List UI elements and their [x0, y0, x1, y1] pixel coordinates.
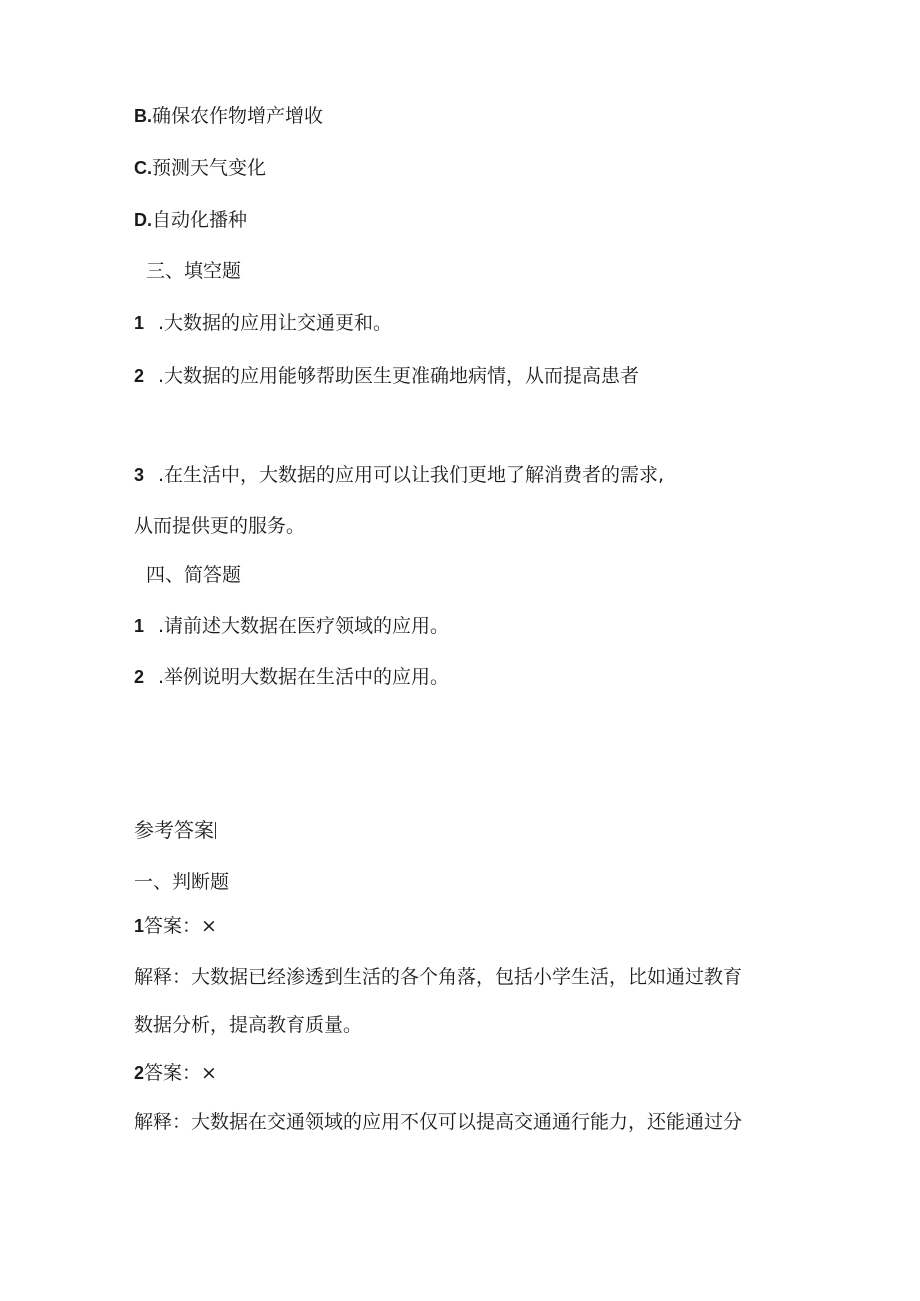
fill-question-3-number: 3	[134, 465, 145, 485]
option-c	[134, 156, 266, 180]
answer-1-text: 答案：×	[144, 915, 217, 937]
answers-part-1-heading: 一、判断题	[134, 871, 230, 893]
fill-question-1-text: .大数据的应用让交通更和。	[158, 312, 393, 334]
short-question-1-text: .请前述大数据在医疗领域的应用。	[158, 615, 450, 637]
answer-2	[134, 1061, 217, 1085]
short-question-2	[134, 665, 449, 689]
option-c-text: 预测天气变化	[152, 157, 267, 179]
answer-1-explanation-line-1: 解释：大数据已经渗透到生活的各个角落，包括小学生活，比如通过教育	[134, 966, 743, 988]
section-3-heading: 三、填空题	[146, 260, 242, 282]
option-d-text: 自动化播种	[152, 209, 248, 231]
fill-question-1	[134, 311, 392, 335]
fill-question-1-number: 1	[134, 313, 145, 333]
fill-question-3	[134, 463, 664, 487]
answer-2-explanation-line-1: 解释：大数据在交通领域的应用不仅可以提高交通通行能力，还能通过分	[134, 1111, 743, 1133]
fill-question-2	[134, 364, 639, 388]
answer-2-text: 答案：×	[144, 1062, 217, 1084]
answers-title	[134, 818, 216, 842]
answer-2-number: 2	[134, 1063, 145, 1083]
answers-title-text: 参考答案	[134, 818, 214, 842]
answer-1-explanation-line-2: 数据分析，提高教育质量。	[134, 1014, 363, 1036]
short-question-1	[134, 614, 449, 638]
answer-1-number: 1	[134, 916, 145, 936]
fill-question-3-continuation: 从而提供更的服务。	[134, 515, 306, 537]
fill-question-2-number: 2	[134, 366, 145, 386]
short-question-2-text: .举例说明大数据在生活中的应用。	[158, 666, 450, 688]
option-b-text: 确保农作物增产增收	[152, 105, 324, 127]
option-c-label: C.	[134, 158, 152, 178]
option-d	[134, 208, 247, 232]
fill-question-2-text: .大数据的应用能够帮助医生更准确地病情，从而提高患者	[158, 365, 640, 387]
text-cursor	[215, 822, 216, 839]
short-question-1-number: 1	[134, 616, 145, 636]
fill-question-3-text: .在生活中，大数据的应用可以让我们更地了解消费者的需求,	[158, 464, 665, 486]
answer-1	[134, 914, 217, 938]
short-question-2-number: 2	[134, 667, 145, 687]
section-4-heading: 四、简答题	[146, 564, 242, 586]
option-b-label: B.	[134, 106, 152, 126]
option-d-label: D.	[134, 210, 152, 230]
option-b	[134, 104, 323, 128]
